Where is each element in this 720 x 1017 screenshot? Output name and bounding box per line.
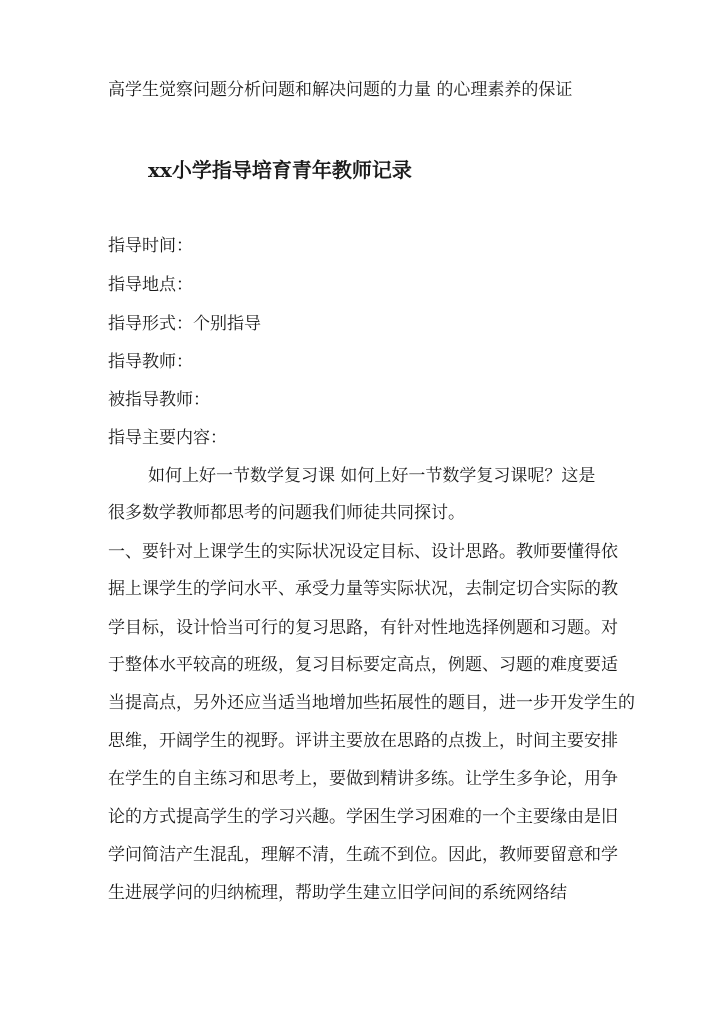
body-text-line: 论的方式提高学生的学习兴趣。学困生学习困难的一个主要缘由是旧 bbox=[108, 807, 618, 827]
field-main-content: 指导主要内容： bbox=[108, 428, 227, 448]
document-title: xx小学指导培育青年教师记录 bbox=[148, 158, 412, 182]
body-text-line: 思维，开阔学生的视野。评讲主要放在思路的点拨上，时间主要安排 bbox=[108, 731, 618, 751]
body-text-line: 如何上好一节数学复习课 如何上好一节数学复习课呢？这是 bbox=[148, 466, 596, 486]
body-text-line: 很多数学教师都思考的问题我们师徒共同探讨。 bbox=[108, 503, 465, 523]
field-guidance-location: 指导地点： bbox=[108, 275, 193, 295]
body-text-line: 据上课学生的学问水平、承受力量等实际状况，去制定切合实际的教 bbox=[108, 579, 618, 599]
field-guidance-time: 指导时间： bbox=[108, 236, 193, 256]
body-text-line: 学问简洁产生混乱，理解不清，生疏不到位。因此，教师要留意和学 bbox=[108, 845, 618, 865]
body-text-line: 学目标，设计恰当可行的复习思路，有针对性地选择例题和习题。对 bbox=[108, 618, 618, 638]
body-text-line: 当提高点，另外还应当适当地增加些拓展性的题目，进一步开发学生的 bbox=[108, 693, 635, 713]
field-mentor-teacher: 指导教师： bbox=[108, 352, 193, 372]
body-text-line: 在学生的自主练习和思考上，要做到精讲多练。让学生多争论，用争 bbox=[108, 769, 618, 789]
body-text-line: 生进展学问的归纳梳理，帮助学生建立旧学问间的系统网络结 bbox=[108, 883, 567, 903]
field-mentee-teacher: 被指导教师： bbox=[108, 390, 210, 410]
body-text-line: 于整体水平较高的班级，复习目标要定高点，例题、习题的难度要适 bbox=[108, 655, 618, 675]
body-text-line: 一、要针对上课学生的实际状况设定目标、设计思路。教师要懂得依 bbox=[108, 542, 618, 562]
continued-text-line: 高学生觉察问题分析问题和解决问题的力量 的心理素养的保证 bbox=[108, 80, 573, 100]
field-guidance-format: 指导形式：个别指导 bbox=[108, 314, 261, 334]
